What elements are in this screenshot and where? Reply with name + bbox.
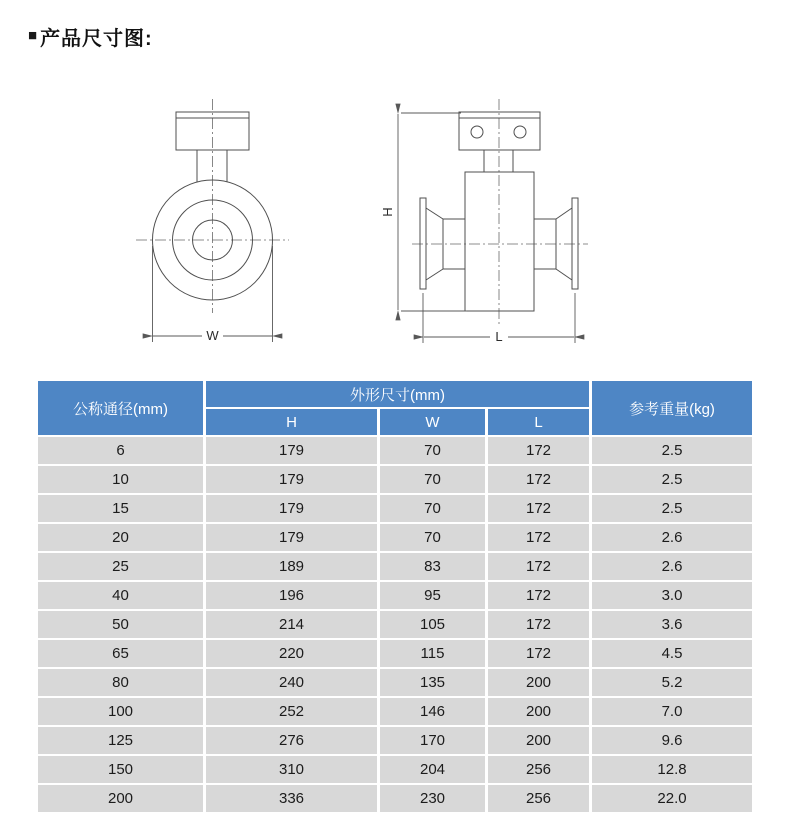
table-cell: 172 xyxy=(488,466,589,493)
table-row xyxy=(38,669,752,696)
table-cell: 100 xyxy=(38,698,203,725)
table-body xyxy=(38,437,752,812)
table-cell: 95 xyxy=(380,582,485,609)
table-cell: 65 xyxy=(38,640,203,667)
col-header-nominal-diameter: 公称通径(mm) xyxy=(38,381,203,435)
table-cell: 70 xyxy=(380,437,485,464)
table-cell: 3.0 xyxy=(592,582,752,609)
table-cell: 83 xyxy=(380,553,485,580)
table-cell: 3.6 xyxy=(592,611,752,638)
dimension-w-label: W xyxy=(206,328,219,343)
side-view-drawing xyxy=(380,99,588,344)
table-cell: 240 xyxy=(206,669,377,696)
table-cell: 2.6 xyxy=(592,553,752,580)
table-cell: 2.6 xyxy=(592,524,752,551)
col-header-l: L xyxy=(488,409,589,435)
table-cell: 214 xyxy=(206,611,377,638)
product-dimension-diagram xyxy=(0,0,790,367)
table-row xyxy=(38,466,752,493)
table-cell: 70 xyxy=(380,495,485,522)
table-row xyxy=(38,611,752,638)
table-cell: 172 xyxy=(488,553,589,580)
table-cell: 15 xyxy=(38,495,203,522)
table-cell: 200 xyxy=(38,785,203,812)
table-cell: 252 xyxy=(206,698,377,725)
table-row xyxy=(38,524,752,551)
table-row xyxy=(38,785,752,812)
table-cell: 125 xyxy=(38,727,203,754)
title-bullet-square-icon: ■ xyxy=(28,26,38,44)
table-cell: 310 xyxy=(206,756,377,783)
col-header-h: H xyxy=(206,409,377,435)
table-cell: 220 xyxy=(206,640,377,667)
table-cell: 150 xyxy=(38,756,203,783)
table-cell: 172 xyxy=(488,582,589,609)
table-cell: 10 xyxy=(38,466,203,493)
table-cell: 200 xyxy=(488,727,589,754)
dimension-spec-table xyxy=(35,379,755,814)
table-row xyxy=(38,553,752,580)
table-cell: 336 xyxy=(206,785,377,812)
dimension-l-label: L xyxy=(495,329,503,344)
table-cell: 50 xyxy=(38,611,203,638)
table-header xyxy=(38,381,752,435)
table-cell: 9.6 xyxy=(592,727,752,754)
table-cell: 230 xyxy=(380,785,485,812)
table-cell: 256 xyxy=(488,756,589,783)
table-cell: 146 xyxy=(380,698,485,725)
table-row xyxy=(38,698,752,725)
table-cell: 189 xyxy=(206,553,377,580)
table-cell: 115 xyxy=(380,640,485,667)
table-row xyxy=(38,756,752,783)
table-cell: 204 xyxy=(380,756,485,783)
table-row xyxy=(38,495,752,522)
table-cell: 200 xyxy=(488,669,589,696)
table-cell: 25 xyxy=(38,553,203,580)
table-cell: 4.5 xyxy=(592,640,752,667)
table-cell: 12.8 xyxy=(592,756,752,783)
col-header-overall-dimensions: 外形尺寸(mm) xyxy=(206,381,589,407)
front-view-drawing xyxy=(136,99,289,343)
table-cell: 20 xyxy=(38,524,203,551)
table-cell: 135 xyxy=(380,669,485,696)
table-cell: 196 xyxy=(206,582,377,609)
table-row xyxy=(38,582,752,609)
table-cell: 70 xyxy=(380,524,485,551)
col-header-w: W xyxy=(380,409,485,435)
table-cell: 172 xyxy=(488,437,589,464)
table-row xyxy=(38,727,752,754)
table-cell: 179 xyxy=(206,437,377,464)
table-cell: 172 xyxy=(488,495,589,522)
col-header-reference-weight: 参考重量(kg) xyxy=(592,381,752,435)
table-cell: 6 xyxy=(38,437,203,464)
table-cell: 7.0 xyxy=(592,698,752,725)
table-cell: 256 xyxy=(488,785,589,812)
table-cell: 200 xyxy=(488,698,589,725)
dimension-h-label: H xyxy=(380,207,395,217)
table-cell: 5.2 xyxy=(592,669,752,696)
table-cell: 2.5 xyxy=(592,495,752,522)
table-cell: 179 xyxy=(206,524,377,551)
dimension-drawing-svg xyxy=(0,0,790,362)
table-cell: 2.5 xyxy=(592,437,752,464)
table-cell: 22.0 xyxy=(592,785,752,812)
table-cell: 105 xyxy=(380,611,485,638)
table-cell: 172 xyxy=(488,640,589,667)
table-cell: 80 xyxy=(38,669,203,696)
table-cell: 276 xyxy=(206,727,377,754)
table-cell: 179 xyxy=(206,495,377,522)
table-cell: 170 xyxy=(380,727,485,754)
table-cell: 40 xyxy=(38,582,203,609)
page-title-text: 产品尺寸图: xyxy=(40,28,153,50)
table-cell: 70 xyxy=(380,466,485,493)
table-row xyxy=(38,437,752,464)
table-cell: 172 xyxy=(488,611,589,638)
table-cell: 2.5 xyxy=(592,466,752,493)
table-cell: 172 xyxy=(488,524,589,551)
table-cell: 179 xyxy=(206,466,377,493)
table-row xyxy=(38,640,752,667)
